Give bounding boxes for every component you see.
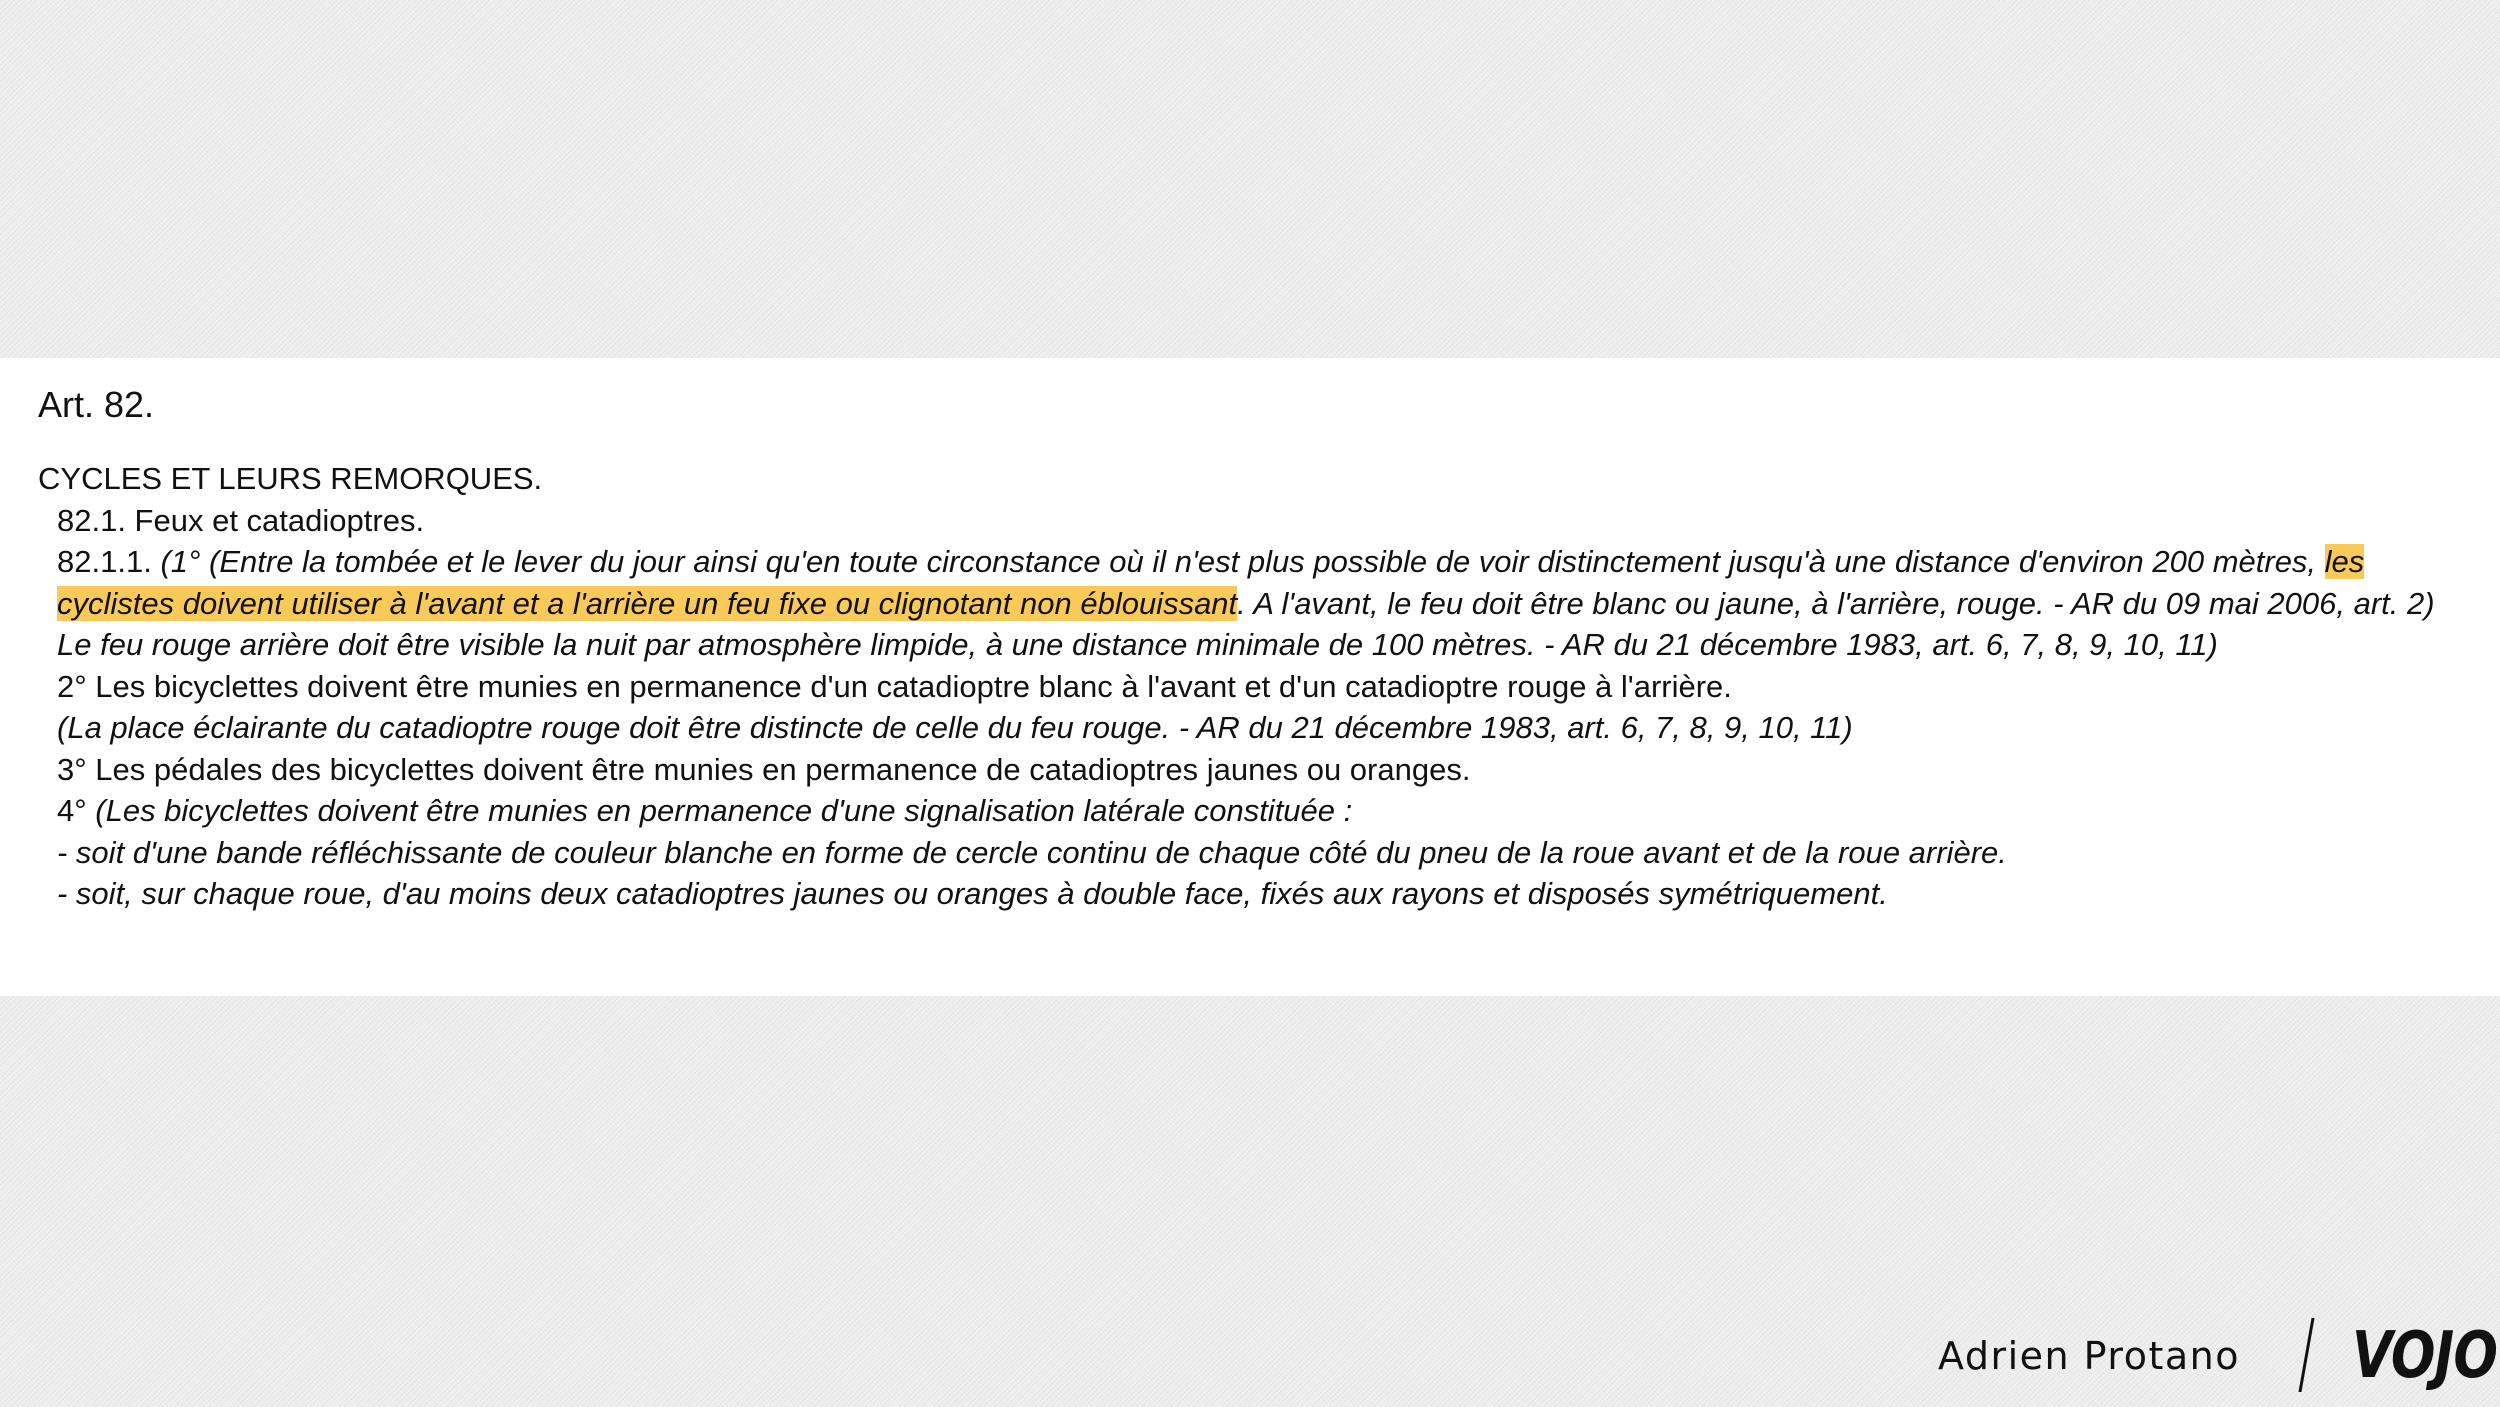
item-4-option-b: - soit, sur chaque roue, d'au moins deux catadioptres jaunes ou oranges à double face, fixés aux rayons et disposés symétriquement.	[57, 876, 1888, 911]
article-title: Art. 82.	[38, 384, 155, 425]
item-2: 2° Les bicyclettes doivent être munies en permanence d'un catadioptre blanc à l'avant et d'un catadioptre rouge à l'arrière.	[57, 668, 1732, 704]
red-light-line: Le feu rouge arrière doit être visible la nuit par atmosphère limpide, à une distance minimale de 100 mètres. - AR du 21 décembre 1983, art. 6, 7, 8, 9, 10, 11)	[57, 627, 2218, 662]
item-4-text: (Les bicyclettes doivent être munies en permanence d'une signalisation latérale constituée :	[95, 793, 1353, 828]
item-2-note: (La place éclairante du catadioptre rouge doit être distincte de celle du feu rouge. - AR du 21 décembre 1983, art. 6, 7, 8, 9, 10, 11)	[57, 710, 1853, 745]
section-heading: CYCLES ET LEURS REMORQUES.	[38, 461, 543, 496]
item-3: 3° Les pédales des bicyclettes doivent être munies en permanence de catadioptres jaunes ou oranges.	[57, 751, 1471, 787]
paragraph-text-start: (1° (Entre la tombée et le lever du jour ainsi qu'en toute circonstance où il n'est plus possible de voir distinctement jusqu'à une distance d'environ 200 mètres,	[160, 544, 2317, 579]
subsection-title: 82.1. Feux et catadioptres.	[57, 502, 425, 538]
footer-divider	[2298, 1318, 2314, 1392]
author-name: Adrien Protano	[1938, 1334, 2240, 1378]
item-4-option-a: - soit d'une bande réfléchissante de couleur blanche en forme de cercle continu de chaque côté du pneu de la roue avant et de la roue arrière.	[57, 834, 2007, 870]
paragraph-text-end: . A l'avant, le feu doit être blanc ou jaune, à l'arrière, rouge. - AR du 09 mai 2006, art. 2)	[1237, 585, 2435, 621]
item-4-number: 4°	[57, 793, 87, 828]
item-4	[38, 790, 2478, 832]
vojo-logo: VOJO	[2352, 1319, 2498, 1393]
paragraph-82-1-1	[38, 541, 2478, 624]
paragraph-number: 82.1.1.	[57, 544, 152, 579]
document-text	[38, 380, 2478, 915]
highlighted-text: les cyclistes doivent utiliser à l'avant et a l'arrière un feu fixe ou clignotant non éblouissant	[57, 544, 2365, 621]
